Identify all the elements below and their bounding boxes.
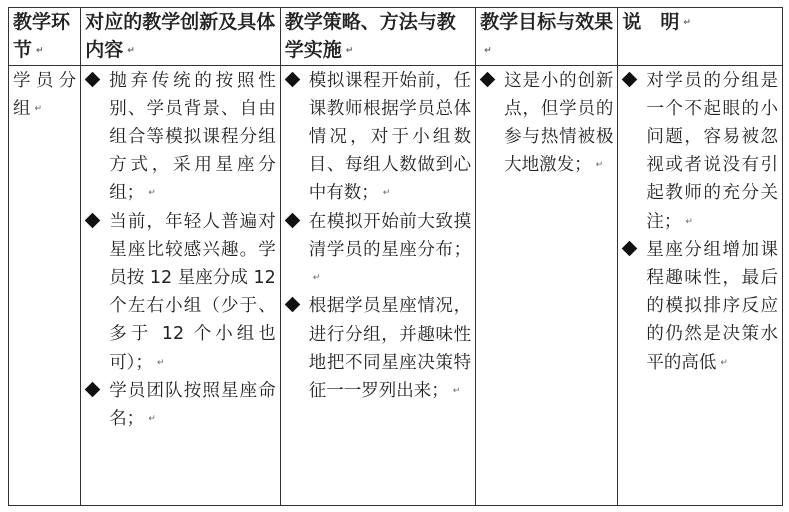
paragraph-mark-icon: ↵ xyxy=(156,357,165,368)
header-row xyxy=(9,8,783,66)
innovation-item-text: 抛弃传统的按照性别、学员背景、自由组合等模拟课程分组方式，采用星座分组； xyxy=(109,70,276,204)
header-stage xyxy=(9,8,81,66)
paragraph-mark-icon: ↵ xyxy=(345,45,354,56)
diamond-bullet-icon xyxy=(85,71,101,87)
teaching-innovation-table xyxy=(8,7,783,506)
diamond-bullet-icon xyxy=(622,241,638,257)
list-item xyxy=(85,377,276,434)
innovation-item-text: 当前，年轻人普遍对星座比较感兴趣。学员按 12 星座分成 12 个左右小组（少于、多于 12 个小组也可）； xyxy=(109,211,276,373)
header-innovation-text: 对应的教学创新及具体内容 xyxy=(85,11,276,61)
diamond-bullet-icon xyxy=(285,212,301,228)
paragraph-mark-icon: ↵ xyxy=(312,273,321,284)
strategy-item-text: 模拟课程开始前，任课教师根据学员总体情况，对于小组数目、每组人数做到心中有数； xyxy=(308,70,472,204)
cell-innovation xyxy=(81,65,281,506)
list-item xyxy=(622,67,778,236)
paragraph-mark-icon: ↵ xyxy=(148,188,156,199)
innovation-item-text: 学员团队按照星座命名； xyxy=(109,380,276,430)
table-row xyxy=(9,65,783,506)
paragraph-mark-icon: ↵ xyxy=(127,45,135,56)
diamond-bullet-icon xyxy=(85,212,101,228)
strategy-item-text: 在模拟开始前大致摸清学员的星座分布； xyxy=(308,211,472,260)
diamond-bullet-icon xyxy=(285,297,301,313)
paragraph-mark-icon: ↵ xyxy=(595,160,604,171)
header-goals xyxy=(476,8,618,66)
diamond-bullet-icon xyxy=(85,382,101,398)
list-item xyxy=(85,208,276,377)
paragraph-mark-icon: ↵ xyxy=(34,103,43,114)
paragraph-mark-icon: ↵ xyxy=(382,188,391,199)
cell-goals xyxy=(476,65,618,506)
strategy-item-text: 根据学员星座情况，进行分组，并趣味性地把不同星座决策特征一一罗列出来； xyxy=(308,296,472,402)
header-goals-text: 教学目标与效果 xyxy=(480,11,614,33)
cell-strategy xyxy=(280,65,475,506)
list-item xyxy=(622,236,778,377)
paragraph-mark-icon: ↵ xyxy=(148,414,156,425)
header-stage-text: 教学环节 xyxy=(13,11,71,61)
cell-notes xyxy=(618,65,783,506)
paragraph-mark-icon: ↵ xyxy=(452,385,461,396)
header-notes-text: 说 明 xyxy=(622,11,680,33)
stage-text: 学员分组 xyxy=(13,70,77,119)
paragraph-mark-icon: ↵ xyxy=(720,357,728,368)
diamond-bullet-icon xyxy=(285,71,301,87)
header-strategy xyxy=(280,8,475,66)
goals-item-text: 这是小的创新点，但学员的参与热情被极大地激发； xyxy=(504,70,614,176)
list-item xyxy=(480,67,613,180)
header-strategy-text: 教学策略、方法与教学实施 xyxy=(284,11,456,61)
cell-stage xyxy=(9,65,81,506)
notes-item-text: 星座分组增加课程趣味性，最后的模拟排序反应的仍然是决策水平的高低 xyxy=(646,239,778,373)
diamond-bullet-icon xyxy=(480,71,496,87)
paragraph-mark-icon: ↵ xyxy=(683,17,691,28)
notes-item-text: 对学员的分组是一个不起眼的小问题，容易被忽视或者说没有引起教师的充分关注； xyxy=(646,70,778,232)
header-innovation xyxy=(81,8,281,66)
diamond-bullet-icon xyxy=(622,71,638,87)
paragraph-mark-icon: ↵ xyxy=(36,45,44,56)
paragraph-mark-icon: ↵ xyxy=(484,45,492,56)
paragraph-mark-icon: ↵ xyxy=(685,216,693,227)
header-notes xyxy=(618,8,783,66)
list-item xyxy=(85,67,276,208)
list-item xyxy=(285,292,471,405)
list-item xyxy=(285,67,471,208)
list-item xyxy=(285,208,471,293)
